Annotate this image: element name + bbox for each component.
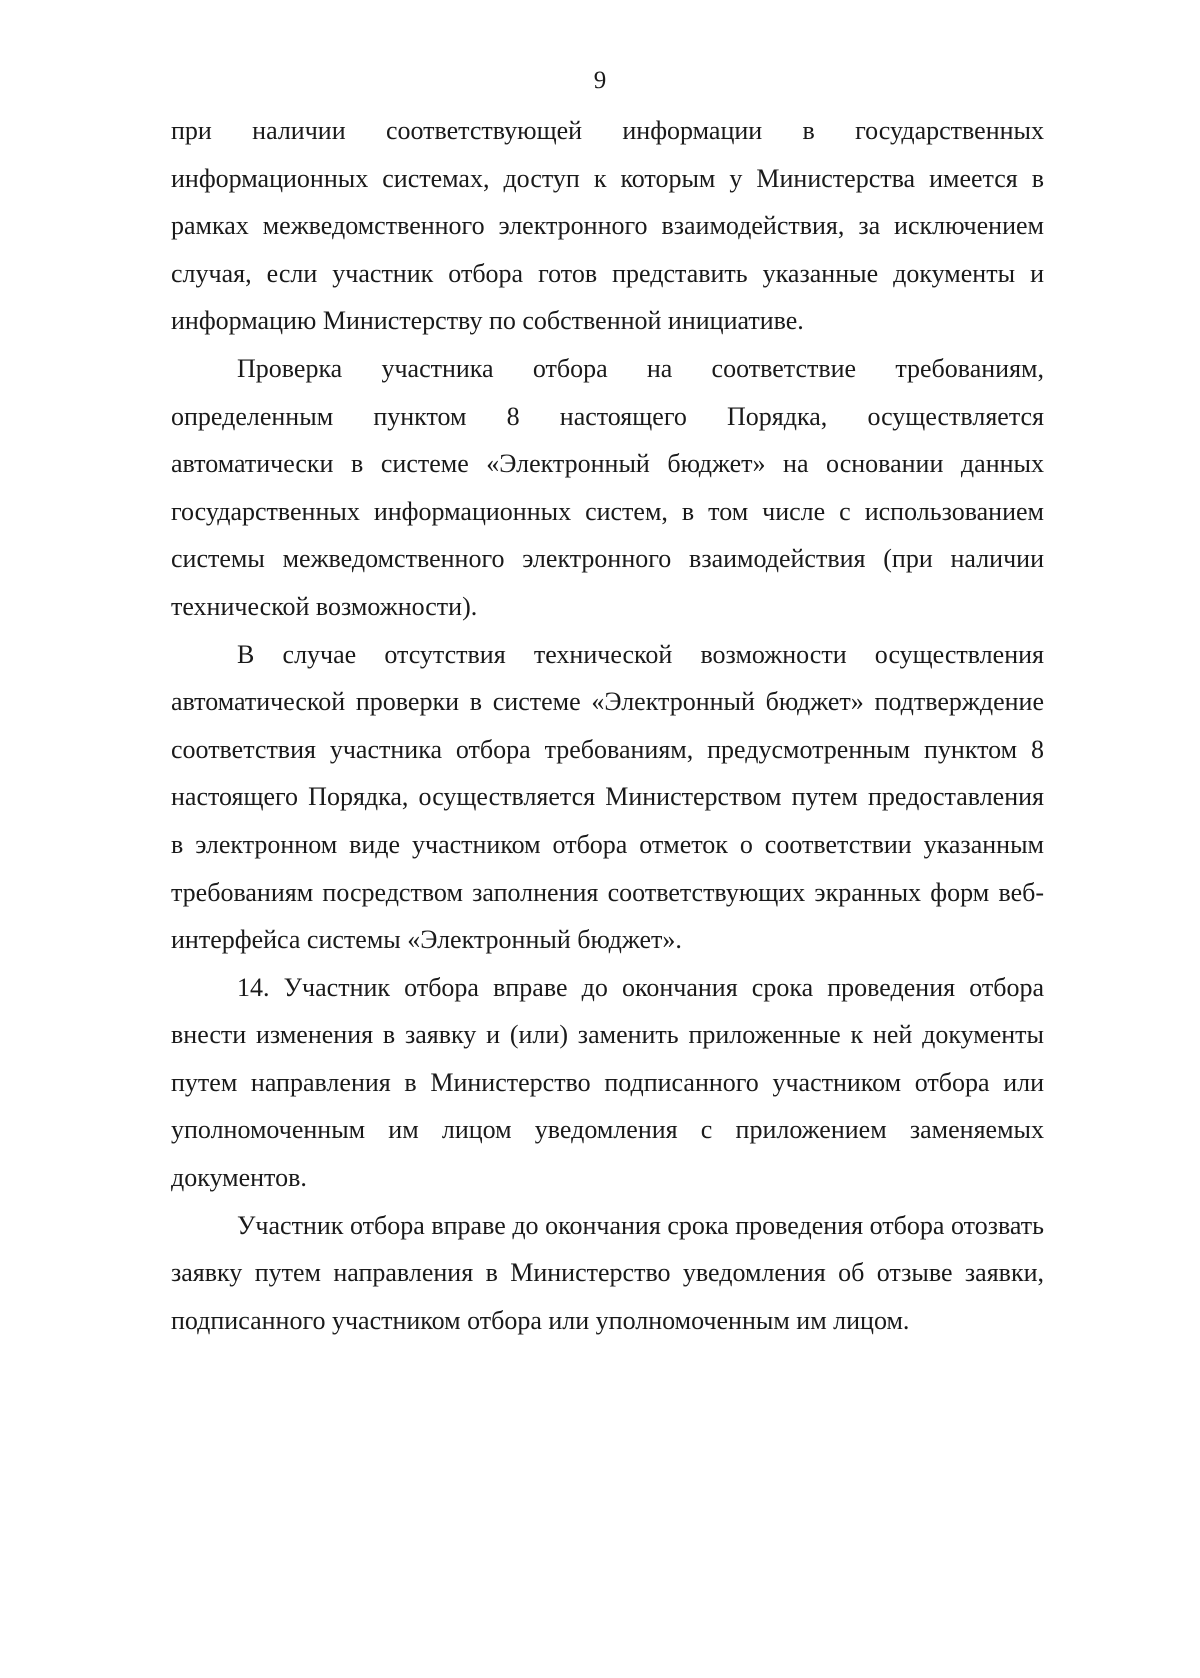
paragraph-item-14: 14. Участник отбора вправе до окончания срока проведения отбора внести изменения в заявку и (или) заменить приложенные к ней документы путем направления в Министерство подписанного участником отбора или уполномоченным им лицом уведомления с приложением заменяемых документов. bbox=[171, 972, 1044, 1193]
paragraph-no-technical-possibility: В случае отсутствия технической возможности осуществления автоматической проверки в системе «Электронный бюджет» подтверждение соответствия участника отбора требованиям, предусмотренным пунктом 8 настоящего Порядка, осуществляется Министерством путем предоставления в электронном виде участником отбора отметок о соответствии указанным требованиям посредством заполнения соответствующих экранных форм веб-интерфейса системы «Электронный бюджет». bbox=[171, 639, 1044, 955]
paragraph-verification: Проверка участника отбора на соответствие требованиям, определенным пунктом 8 настоящего Порядка, осуществляется автоматически в системе «Электронный бюджет» на основании данных государственных информационных систем, в том числе с использованием системы межведомственного электронного взаимодействия (при наличии технической возможности). bbox=[171, 353, 1044, 621]
paragraph-continuation: при наличии соответствующей информации в государственных информационных системах, доступ к которым у Министерства имеется в рамках межведомственного электронного взаимодействия, за исключением случая, если участник отбора готов представить указанные документы и информацию Министерству по собственной инициативе. bbox=[171, 116, 1044, 336]
paragraph-withdraw-application: Участник отбора вправе до окончания срока проведения отбора отозвать заявку путем направления в Министерство уведомления об отзыве заявки, подписанного участником отбора или уполномоченным им лицом. bbox=[171, 1210, 1044, 1335]
page-number: 9 bbox=[593, 67, 607, 94]
document-body bbox=[171, 107, 1044, 1344]
